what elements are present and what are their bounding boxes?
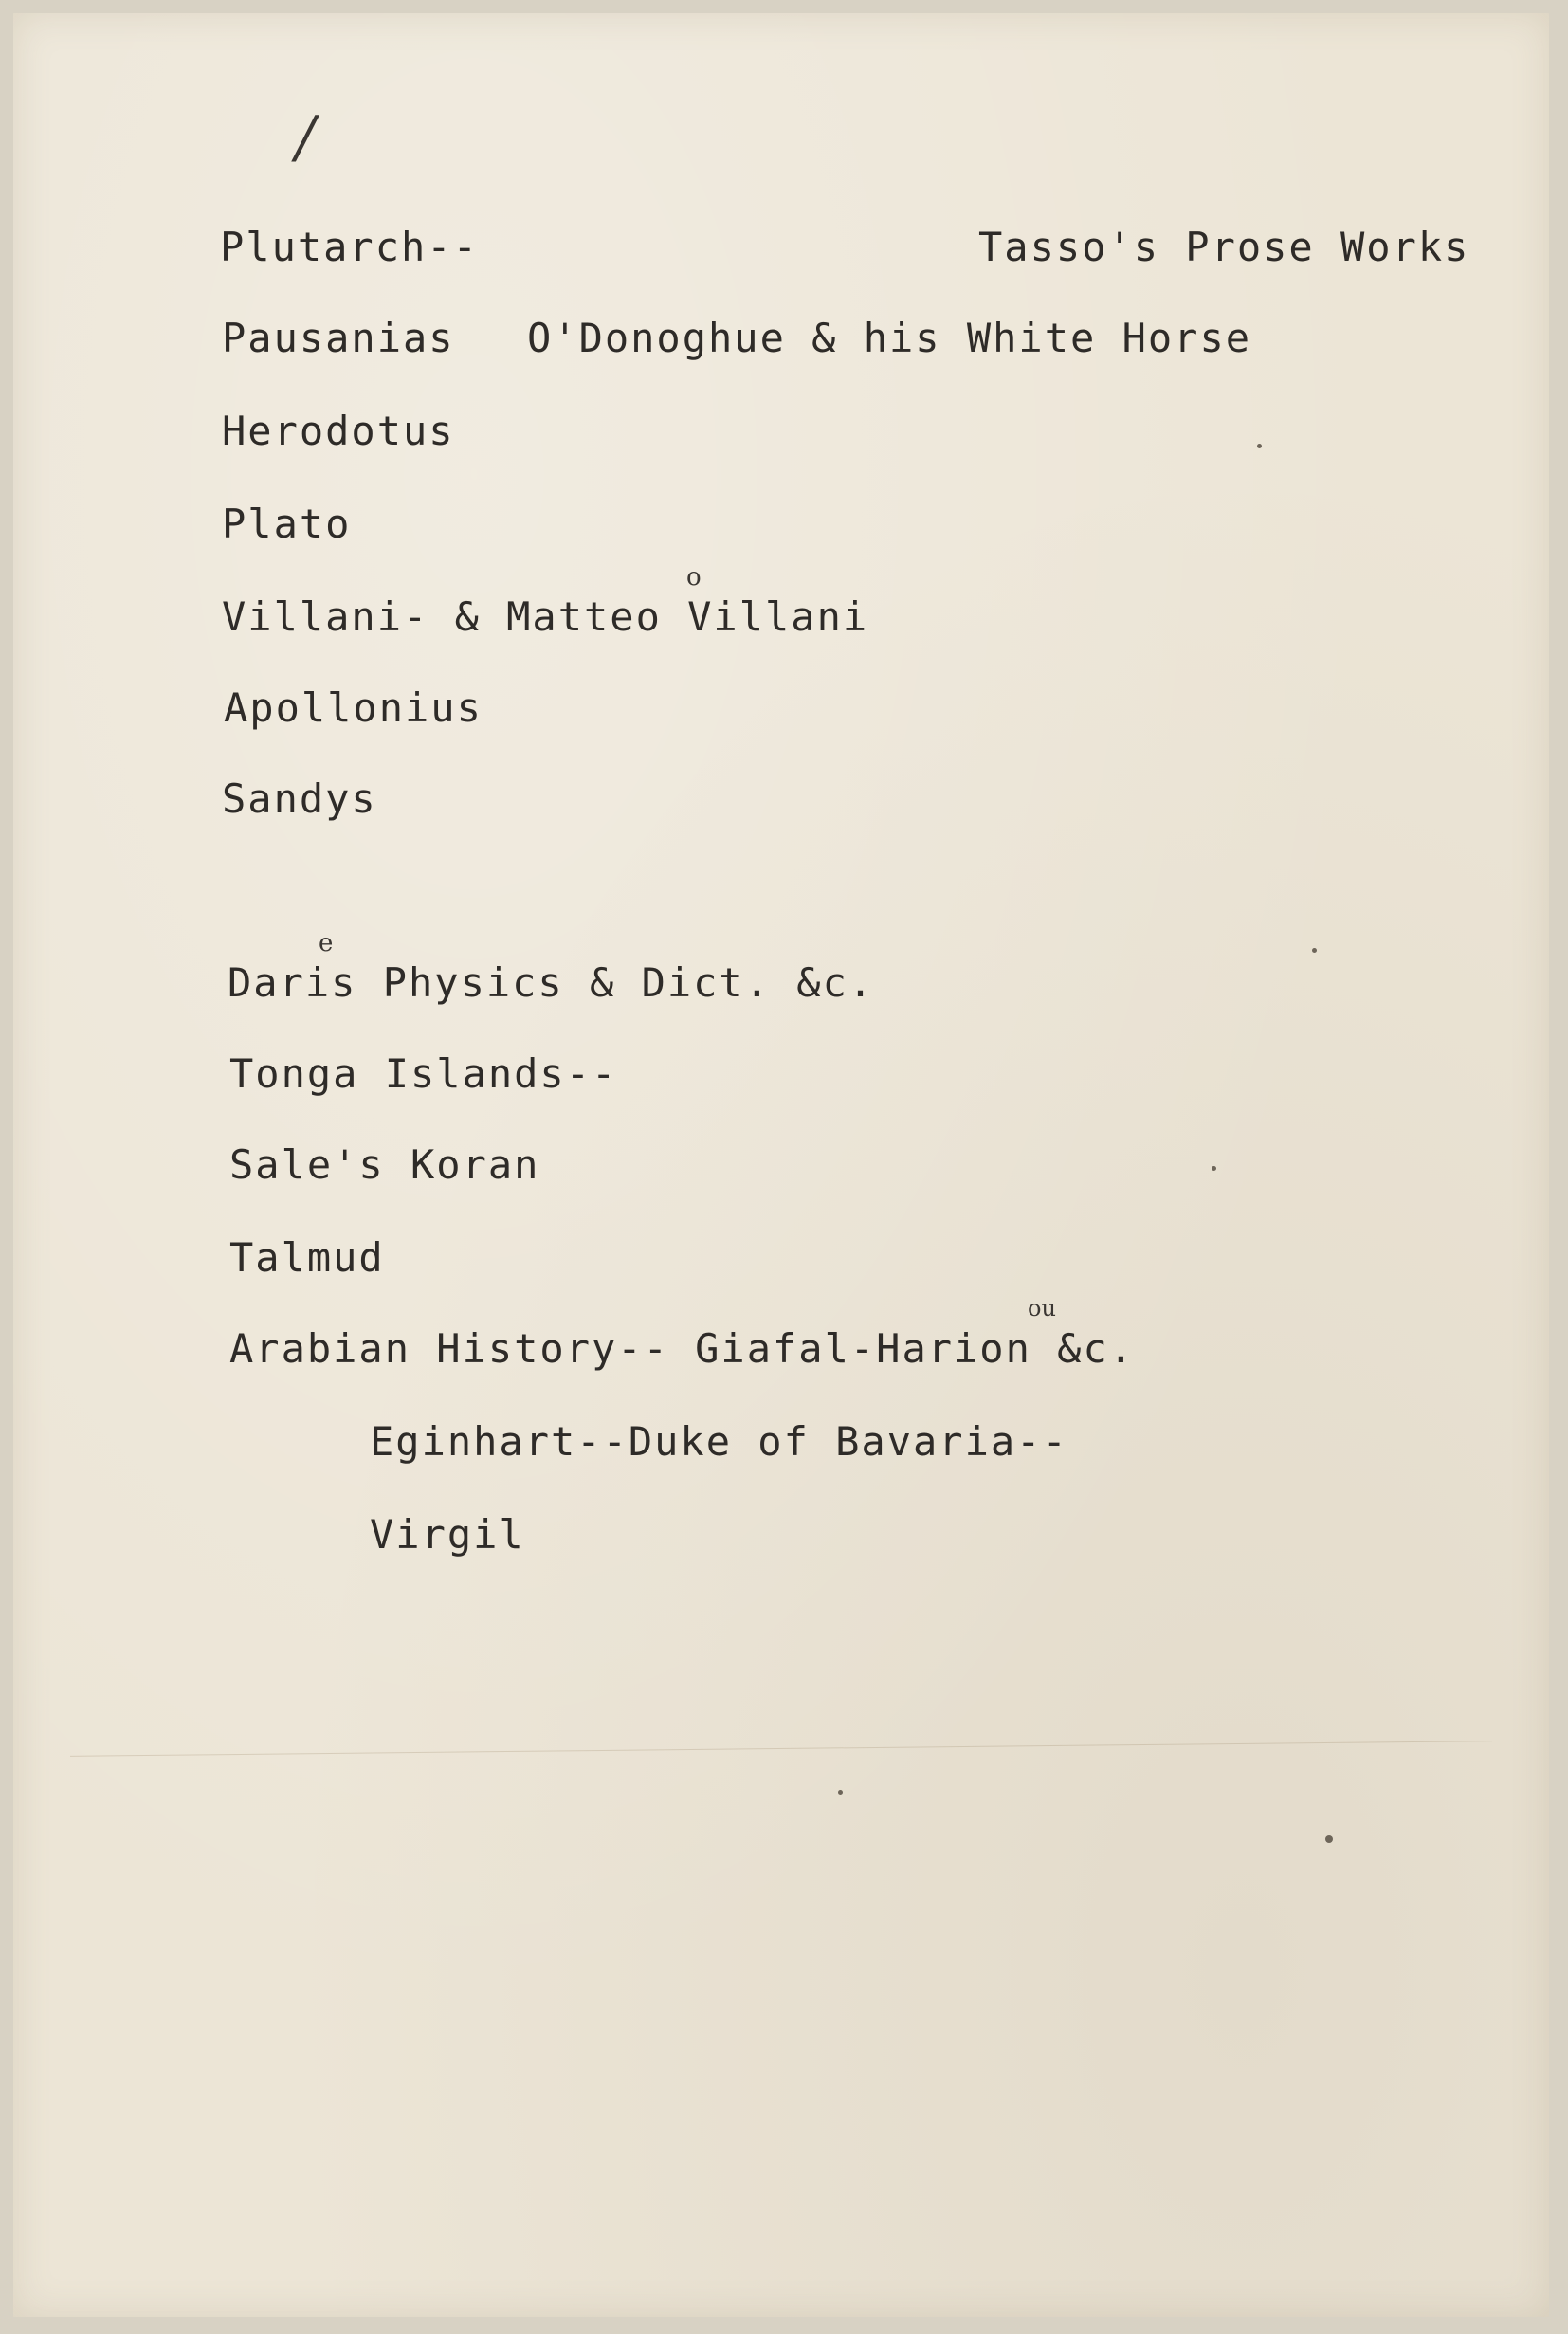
villani-insert-mark: o [686, 563, 702, 592]
paper-speck [1212, 1166, 1216, 1171]
entry-villani: Villani- & Matteo Villani [222, 593, 869, 640]
entry-daris-physics: Daris Physics & Dict. &c. [228, 959, 875, 1006]
pencil-mark: / [296, 104, 316, 171]
harion-insert-mark: ou [1028, 1295, 1056, 1322]
entry-sandys: Sandys [222, 775, 377, 822]
entry-pausanias: Pausanias [222, 315, 455, 361]
daris-insert-mark: e [319, 929, 334, 957]
entry-plato: Plato [222, 501, 352, 547]
paper-speck [1312, 948, 1317, 953]
entry-apollonius: Apollonius [224, 684, 483, 731]
entry-tonga-islands: Tonga Islands-- [229, 1050, 618, 1097]
document-page [13, 13, 1549, 2317]
entry-tasso-prose-works: Tasso's Prose Works [978, 224, 1470, 270]
entry-arabian-history: Arabian History-- Giafal-Harion &c. [229, 1325, 1136, 1372]
entry-virgil: Virgil [370, 1511, 525, 1558]
paper-speck [1325, 1835, 1333, 1843]
entry-eginhart: Eginhart--Duke of Bavaria-- [370, 1418, 1068, 1465]
entry-herodotus: Herodotus [222, 408, 455, 454]
entry-sales-koran: Sale's Koran [229, 1141, 540, 1188]
entry-plutarch: Plutarch-- [220, 224, 479, 270]
entry-talmud: Talmud [229, 1234, 385, 1281]
paper-speck [838, 1790, 843, 1795]
paper-crease [70, 1741, 1492, 1757]
paper-speck [1257, 444, 1262, 448]
entry-odonoghue: O'Donoghue & his White Horse [527, 315, 1252, 361]
